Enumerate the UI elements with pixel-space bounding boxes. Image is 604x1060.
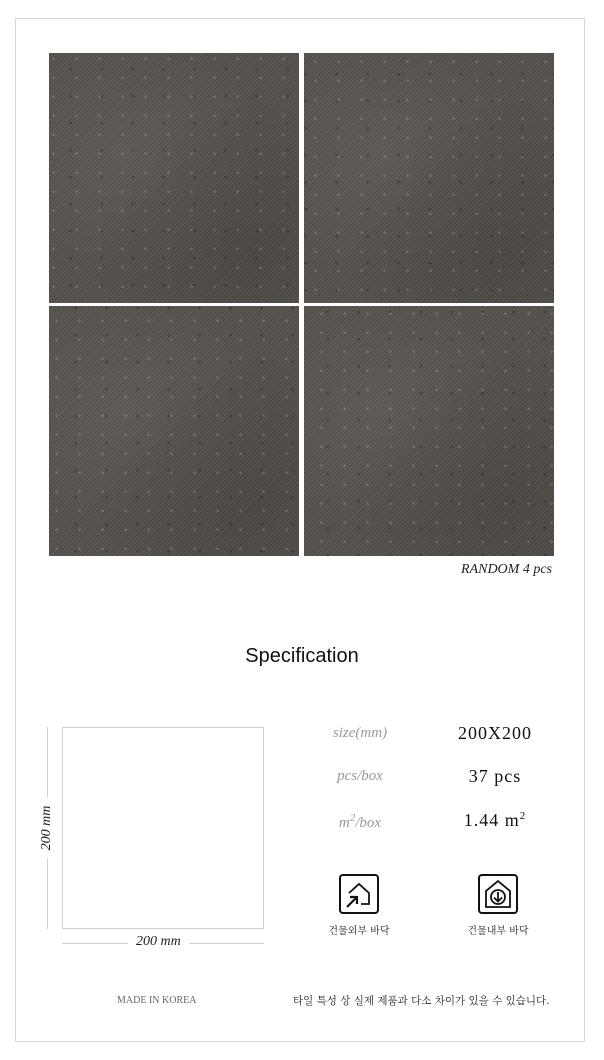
- spec-value-area: [430, 810, 560, 831]
- spec-label-pcs: pcs/box: [337, 768, 383, 784]
- pattern-label: RANDOM 4 pcs: [461, 562, 552, 577]
- spec-label-size: size(mm): [332, 725, 388, 741]
- spec-label-area-sup: 2: [349, 812, 356, 824]
- tile-image: [304, 306, 554, 556]
- usage-label-exterior: 건물외부 바닥: [328, 926, 390, 937]
- spec-value-pcs: 37 pcs: [468, 766, 522, 786]
- made-in-label: MADE IN KOREA: [117, 995, 197, 1006]
- tile-dimension-diagram: [62, 727, 264, 929]
- tile-image: [304, 53, 554, 303]
- spec-value-size: 200X200: [458, 723, 532, 743]
- spec-value-area-number: 1.44 m: [463, 810, 520, 830]
- height-dimension-label: 200 mm: [39, 798, 55, 859]
- spec-label-area-suffix: /box: [355, 815, 382, 831]
- spec-label-area: [300, 812, 420, 832]
- spec-label-area-unit: m: [338, 815, 350, 831]
- disclaimer-notice: 타일 특성 상 실제 제품과 다소 차이가 있을 수 있습니다.: [293, 995, 550, 1007]
- usage-label-interior: 건물내부 바닥: [467, 926, 529, 937]
- spec-value-area-sup: 2: [519, 810, 527, 822]
- tile-image: [49, 53, 299, 303]
- specification-title: Specification: [245, 645, 359, 667]
- building-interior-floor-icon: [478, 874, 518, 914]
- width-dimension-label: 200 mm: [128, 934, 189, 950]
- building-exterior-floor-icon: [339, 874, 379, 914]
- tile-image: [49, 306, 299, 556]
